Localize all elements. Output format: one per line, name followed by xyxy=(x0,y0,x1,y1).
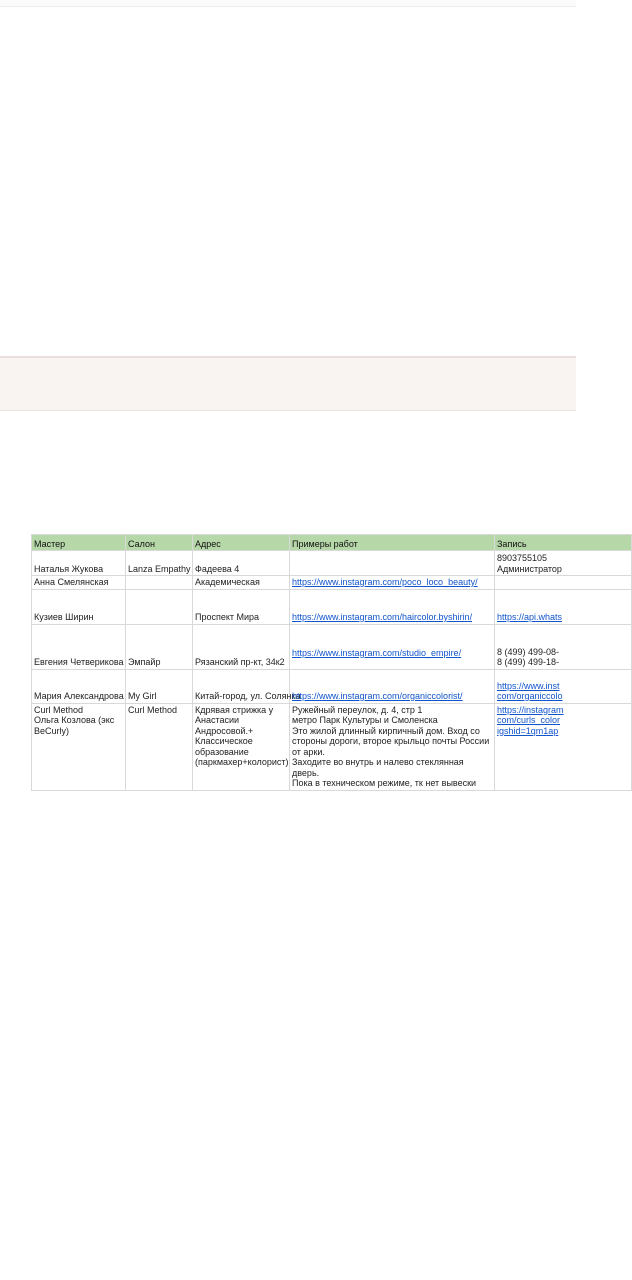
cell-line: 8 (499) 499-08- xyxy=(497,646,560,657)
spreadsheet-table xyxy=(31,534,632,791)
cell-address[interactable]: Китай-город, ул. Солянка xyxy=(193,669,290,703)
cell-line: Ружейный переулок, д. 4, стр 1 xyxy=(292,704,423,715)
cell-line: Это жилой длинный кирпичный дом. Вход со стороны дороги, второе крыльцо почты России от арки. xyxy=(292,725,490,757)
cell-line: Заходите во внутрь и налево стеклянная дверь. xyxy=(292,757,464,778)
cell-address[interactable]: Фадеева 4 xyxy=(193,551,290,576)
cell-address[interactable]: Академическая xyxy=(193,576,290,590)
instagram-link[interactable]: com/organiccolo xyxy=(497,691,563,701)
cell-address[interactable]: Проспект Мира xyxy=(193,589,290,624)
cell-booking[interactable] xyxy=(495,624,632,669)
top-edge xyxy=(0,0,576,7)
cell-salon[interactable]: Curl Method xyxy=(126,703,193,790)
cell-examples[interactable] xyxy=(290,589,495,624)
cell-booking[interactable] xyxy=(495,669,632,703)
header-cell-booking[interactable]: Запись xyxy=(495,535,632,551)
instagram-link[interactable]: https://www.instagram.com/poco_loco_beauty/ xyxy=(292,577,478,587)
whatsapp-link[interactable]: https://api.whats xyxy=(497,612,563,622)
header-row xyxy=(32,535,632,551)
cell-salon[interactable] xyxy=(126,576,193,590)
table-row xyxy=(32,589,632,624)
spreadsheet[interactable] xyxy=(31,534,576,788)
cell-booking[interactable] xyxy=(495,589,632,624)
cell-booking[interactable] xyxy=(495,576,632,590)
cell-booking[interactable] xyxy=(495,703,632,790)
instagram-link[interactable]: https://www.inst xyxy=(497,680,560,691)
instagram-link[interactable]: https://instagram xyxy=(497,704,564,715)
header-cell-address[interactable]: Адрес xyxy=(193,535,290,551)
cell-master[interactable]: Евгения Четверикова xyxy=(32,624,126,669)
cell-master[interactable] xyxy=(32,703,126,790)
header-cell-master[interactable]: Мастер xyxy=(32,535,126,551)
cell-master[interactable]: Наталья Жукова xyxy=(32,551,126,576)
cell-address[interactable] xyxy=(193,703,290,790)
cell-line: Администратор xyxy=(497,563,562,574)
cell-salon[interactable] xyxy=(126,589,193,624)
cell-address[interactable]: Рязанский пр-кт, 34к2 xyxy=(193,624,290,669)
cell-line: Ольга Козлова (экс BeCurly) xyxy=(34,715,115,736)
cell-salon[interactable]: Эмпайр xyxy=(126,624,193,669)
table-row xyxy=(32,703,632,790)
table-row xyxy=(32,551,632,576)
table-row xyxy=(32,576,632,590)
instagram-link[interactable]: com/curls_color xyxy=(497,715,561,725)
table-row xyxy=(32,669,632,703)
cell-master[interactable]: Мария Александрова xyxy=(32,669,126,703)
instagram-link[interactable]: https://www.instagram.com/haircolor.byshirin/ xyxy=(292,612,473,622)
cell-salon[interactable]: Lanza Empathy xyxy=(126,551,193,576)
cell-line: метро Парк Культуры и Смоленска xyxy=(292,715,438,725)
header-cell-salon[interactable]: Салон xyxy=(126,535,193,551)
cell-salon[interactable]: My Girl xyxy=(126,669,193,703)
cell-master[interactable]: Анна Смелянская xyxy=(32,576,126,590)
cell-master[interactable]: Кузиев Ширин xyxy=(32,589,126,624)
cell-line: Curl Method xyxy=(34,704,84,715)
cell-examples[interactable] xyxy=(290,624,495,669)
instagram-link[interactable]: https://www.instagram.com/organiccolorist/ xyxy=(292,691,463,701)
header-cell-examples[interactable]: Примеры работ xyxy=(290,535,495,551)
cell-line: 8 (499) 499-18- xyxy=(497,657,560,667)
cell-line: 8903755105 xyxy=(497,553,548,563)
table-row xyxy=(32,624,632,669)
cell-examples[interactable] xyxy=(290,576,495,590)
instagram-link[interactable]: https://www.instagram.com/studio_empire/ xyxy=(292,647,462,658)
cell-examples[interactable] xyxy=(290,551,495,576)
cell-line: Кдрявая стрижка у Анастасии Андросовой.+ Классическое образование (паркмахер+колорист) xyxy=(195,704,289,767)
cell-examples[interactable] xyxy=(290,669,495,703)
cell-line: Пока в техническом режиме, тк нет вывески xyxy=(292,778,477,788)
cell-examples[interactable] xyxy=(290,703,495,790)
cell-booking[interactable] xyxy=(495,551,632,576)
instagram-link[interactable]: igshid=1qm1ap xyxy=(497,725,559,736)
separator-band xyxy=(0,356,576,411)
